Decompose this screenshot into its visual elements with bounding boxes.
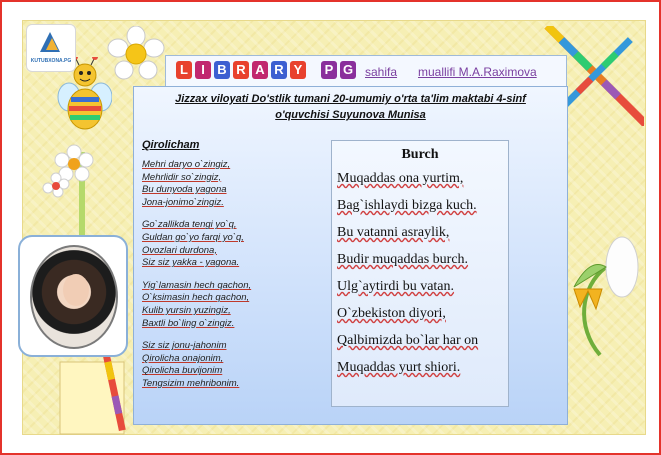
poem-line: Mehrlidir so`zingiz, (142, 171, 222, 183)
pg-title[interactable] (321, 61, 356, 79)
site-logo[interactable] (26, 24, 76, 72)
library-letter: A (252, 61, 268, 79)
poem-line: Mehri daryo o`zingiz, (142, 159, 231, 170)
library-letter: L (176, 61, 192, 79)
burch-poem-box (331, 140, 509, 407)
poem-line: Baxtli bo`ling o`zingiz. (142, 317, 235, 329)
poem-line: Yig`lamasin hech qachon, (142, 279, 252, 291)
poem-line: Ovozlari durdona, (142, 244, 217, 256)
burch-line: Bag`ishlaydi bizga kuch. (337, 198, 477, 213)
burch-line: Qalbimizda bo`lar har on (337, 333, 479, 348)
student-photo (30, 245, 118, 349)
logo-text: KUTUBXONA.PG (30, 58, 72, 64)
poem-line: Jona-jonimo`zingiz. (142, 196, 224, 208)
small-flowers-icon (42, 142, 102, 198)
poem-line: Siz siz jonu-jahonim (142, 340, 227, 352)
poem-line: Bu dunyoda yagona (142, 184, 227, 196)
library-header (165, 55, 567, 87)
pg-letter: G (340, 61, 356, 79)
daisy-icon (106, 26, 166, 82)
burch-line: O`zbekiston diyori, (337, 306, 446, 321)
burch-line: Muqaddas ona yurtim, (337, 171, 464, 186)
school-title-line2: o'quvchisi Suyunova Munisa (275, 109, 426, 121)
poem-line: Qirolicha buvijonim (142, 365, 223, 377)
poem-line: Qirolicha onajonim, (142, 352, 224, 364)
student-face (63, 274, 89, 306)
school-title-line1: Jizzax viloyati Do'stlik tumani 20-umumiy o'rta ta'lim maktabi 4-sinf (175, 93, 526, 105)
library-letter: R (233, 61, 249, 79)
poem-line: Tengsizim mehribonim. (142, 378, 240, 389)
library-letter: R (271, 61, 287, 79)
poem-line: O`ksimasin hech qachon, (142, 292, 250, 304)
pg-letter: P (321, 61, 337, 79)
library-letter: B (214, 61, 230, 79)
library-letter: Y (290, 61, 306, 79)
student-photo-frame (18, 235, 128, 357)
library-letter: I (195, 61, 211, 79)
poem-line: Go`zallikda tengi yo`q, (142, 219, 237, 231)
sahifa-link[interactable]: sahifa (365, 65, 398, 79)
burch-line: Bu vatanni asraylik, (337, 225, 450, 240)
poem-line: Siz siz yakka - yagona. (142, 257, 240, 269)
burch-title: Burch (401, 147, 439, 162)
library-title[interactable] (176, 61, 306, 79)
tulip-icon (570, 227, 642, 357)
poem-line: Guldan go`yo farqi yo`q, (142, 232, 244, 243)
author-link[interactable]: muallifi M.A.Raximova (418, 65, 537, 79)
burch-line: Budir muqaddas burch. (337, 252, 469, 267)
poem-line: Kulib yursin yuzingiz, (142, 305, 231, 316)
content-panel (133, 86, 568, 425)
burch-line: Ulg`aytirdi bu vatan. (337, 279, 455, 294)
logo-accent-icon (46, 38, 58, 50)
poem-title: Qirolicham (142, 139, 200, 151)
burch-line: Muqaddas yurt shiori. (337, 360, 461, 375)
